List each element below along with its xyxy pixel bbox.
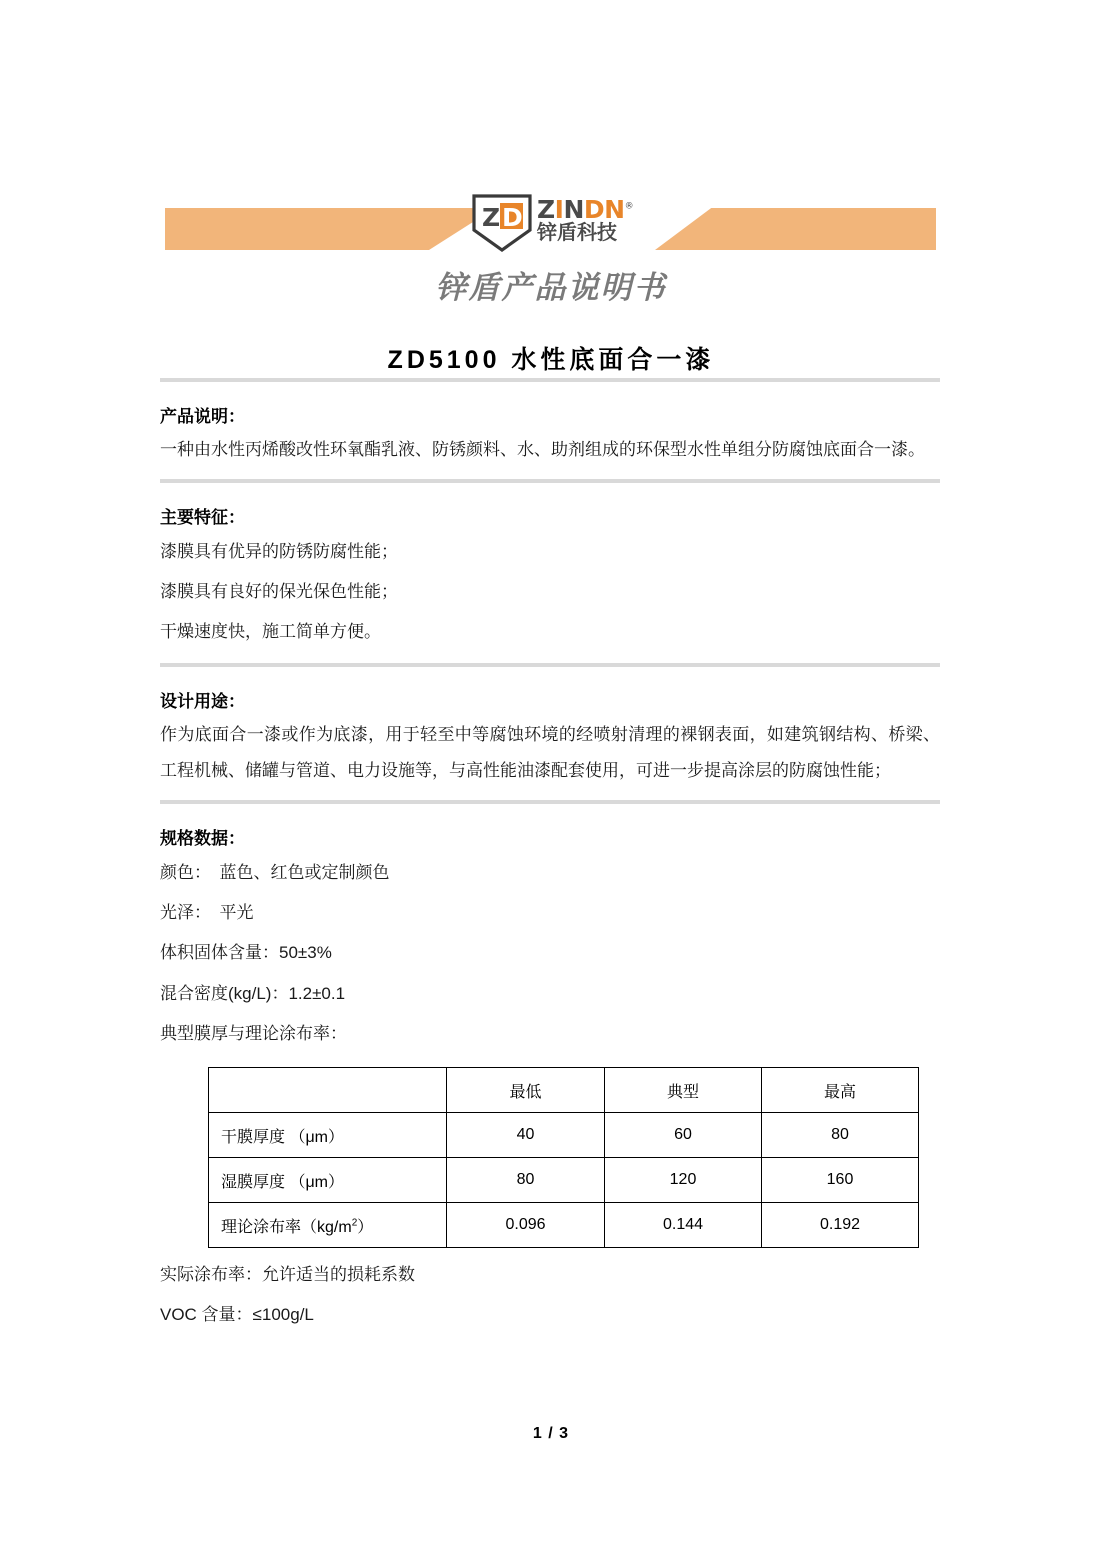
table-row [209, 1158, 919, 1203]
row-label-theoretical-coverage [209, 1203, 447, 1248]
header-banner-right [655, 208, 936, 250]
spacer [160, 788, 940, 800]
logo-brand-latin [537, 197, 633, 222]
film-thickness-table [208, 1067, 919, 1248]
cell-value: 160 [762, 1158, 919, 1203]
row-label-text: 理论涂布率 [221, 1218, 302, 1236]
table-header-typical: 典型 [605, 1068, 762, 1113]
row-label-superscript: 2 [351, 1217, 358, 1229]
logo-letter-z: Z [537, 195, 555, 224]
section-heading: 主要特征： [160, 508, 245, 528]
company-logo [472, 194, 652, 256]
spec-item-volume-solids: 体积固体含量：50±3% [160, 943, 332, 963]
spec-item-gloss: 光泽： 平光 [160, 903, 254, 923]
svg-text:D: D [502, 203, 523, 232]
document-body [160, 378, 940, 1335]
zd-shield-icon [472, 194, 532, 252]
cell-value: 60 [605, 1113, 762, 1158]
spec-item-voc: VOC 含量：≤100g/L [160, 1305, 314, 1325]
cell-value: 40 [447, 1113, 605, 1158]
film-thickness-table-wrapper [160, 1067, 940, 1248]
header-banner-left [165, 208, 495, 250]
table-header-blank [209, 1068, 447, 1113]
logo-letter-d: D [583, 195, 605, 224]
page-number: 1 / 3 [532, 1425, 570, 1442]
spec-item-film-thickness-label: 典型膜厚与理论涂布率： [160, 1023, 347, 1043]
row-label-unit-open: （kg/m [301, 1218, 352, 1236]
section-paragraph: 一种由水性丙烯酸改性环氧酯乳液、防锈颜料、水、助剂组成的环保型水性单组分防腐蚀底面合一漆。 [160, 439, 925, 459]
section-product-description [160, 382, 940, 467]
logo-wordmark [537, 194, 633, 243]
spacer [160, 651, 940, 663]
section-specifications [160, 804, 940, 1334]
spec-item-actual-coverage: 实际涂布率：允许适当的损耗系数 [160, 1265, 415, 1285]
page-title: ZD5100 水性底面合一漆 [387, 346, 715, 374]
svg-text:Z: Z [482, 203, 501, 232]
logo-letter-n2: N [604, 195, 625, 224]
row-label-unit-close: ） [357, 1218, 374, 1236]
logo-letter-i: I [554, 195, 564, 224]
section-paragraph: 干燥速度快，施工简单方便。 [160, 622, 381, 642]
registered-trademark-icon: ® [624, 201, 634, 212]
logo-letter-n1: N [563, 195, 584, 224]
cell-value: 80 [762, 1113, 919, 1158]
document-subtitle: 锌盾产品说明书 [435, 270, 667, 305]
table-header-row [209, 1068, 919, 1113]
spacer [160, 467, 940, 479]
table-row [209, 1203, 919, 1248]
cell-value: 120 [605, 1158, 762, 1203]
cell-value: 0.144 [605, 1203, 762, 1248]
spec-item-mix-density: 混合密度(kg/L)：1.2±0.1 [160, 983, 346, 1003]
row-label-wet-film: 湿膜厚度 （μm） [209, 1158, 447, 1203]
section-paragraph: 漆膜具有良好的保光保色性能； [160, 581, 398, 601]
section-heading: 规格数据： [160, 829, 245, 849]
cell-value: 0.096 [447, 1203, 605, 1248]
row-label-dry-film: 干膜厚度 （μm） [209, 1113, 447, 1158]
table-row [209, 1113, 919, 1158]
section-heading: 设计用途： [160, 692, 245, 712]
section-main-features [160, 483, 940, 651]
cell-value: 80 [447, 1158, 605, 1203]
spec-item-color: 颜色： 蓝色、红色或定制颜色 [160, 862, 390, 882]
section-paragraph: 漆膜具有优异的防锈防腐性能； [160, 541, 398, 561]
section-heading: 产品说明： [160, 407, 245, 426]
page-header [0, 186, 1102, 316]
table-header-min: 最低 [447, 1068, 605, 1113]
section-design-usage [160, 667, 940, 788]
table-header-max: 最高 [762, 1068, 919, 1113]
section-paragraph: 作为底面合一漆或作为底漆，用于轻至中等腐蚀环境的经喷射清理的裸钢表面，如建筑钢结构、桥梁、工程机械、储罐与管道、电力设施等，与高性能油漆配套使用，可进一步提高涂层的防腐蚀性能； [160, 724, 940, 780]
cell-value: 0.192 [762, 1203, 919, 1248]
logo-brand-chinese: 锌盾科技 [537, 222, 617, 244]
